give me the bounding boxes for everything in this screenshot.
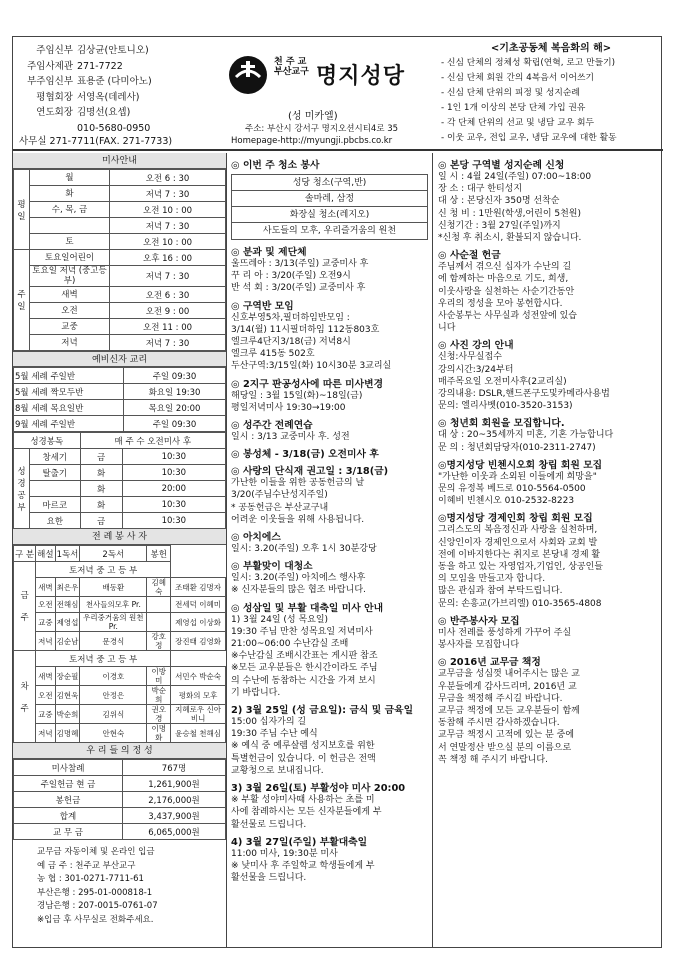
notice-title: ◎ 사랑의 단식재 권고일 : 3/18(금)	[231, 466, 389, 478]
notice-line: 문의: 손흥교(가브리엘) 010-3565-4808	[438, 598, 602, 609]
service-cell: 김현욱	[55, 686, 80, 705]
notice-line: 교무금 책정에 모든 교우분들이 함께	[438, 705, 580, 716]
service-cell: 새벽	[36, 667, 55, 686]
notice-line: 문 의 : 청년회담당자(010-2311-2747)	[438, 442, 596, 453]
service-cell: 교중	[36, 705, 55, 724]
service-cell: 우리중거움의 원천 Pr.	[80, 613, 147, 632]
bible-day: 금	[80, 513, 122, 529]
staff-row	[19, 90, 229, 106]
clean-box	[231, 174, 428, 240]
notice-line: 에 함께하는 마음으로 기도, 희생,	[438, 274, 569, 285]
notice-line: 동참해 주시면 감사하겠습니다.	[438, 718, 560, 729]
notice-section	[438, 510, 658, 609]
notice-line: 해당일 : 3월 15일(화)~18일(금)	[231, 390, 363, 401]
staff-list	[19, 43, 229, 136]
notice-title: ◎ 2016년 교무금 책정	[438, 657, 541, 669]
notice-line: 미사 전례를 풍성하게 가꾸어 주실	[438, 627, 572, 638]
patron: (성 미카엘)	[288, 111, 338, 122]
staff-title: 주임사제관	[27, 60, 73, 72]
notice-line: 문의: 엘리사벳(010-3520-3153)	[438, 401, 573, 412]
bible-day: 금	[80, 449, 122, 465]
finance-value: 1,261,900원	[123, 776, 226, 792]
logo-small: 천 주 교 부산교구	[274, 57, 309, 77]
notice-line: 많은 관심과 참여 부탁드립니다.	[438, 586, 563, 597]
notice-section	[438, 654, 658, 766]
bible-title: 성경봉독	[14, 433, 81, 449]
mass-day: 저녁	[30, 335, 110, 351]
catechism-class: 5월 세례 주일반	[14, 368, 124, 384]
mass-time: 저녁 7 : 30	[110, 266, 226, 287]
bible-table	[13, 432, 226, 529]
bible-time: 10:30	[122, 497, 225, 513]
notice-section	[231, 446, 428, 460]
notice-title: ◎명지성당 경제인회 창립 회원 모집	[438, 513, 593, 525]
service-cell: 새벽	[36, 578, 55, 597]
staff-name: 김명선(요셉)	[77, 107, 131, 118]
catechism-time: 주일 09:30	[124, 416, 226, 432]
service-cell: 김명혜	[55, 724, 80, 743]
notice-line: ※ 신자분들의 많은 협조 바랍니다.	[231, 585, 366, 596]
notice-title: ◎ 부활맞이 대청소	[231, 561, 313, 573]
notice-section	[231, 376, 428, 414]
service-cell	[147, 613, 171, 632]
bible-time: 10:30	[122, 513, 225, 529]
notice-section	[438, 337, 658, 412]
notice-line: 기 바랍니다.	[231, 687, 281, 698]
staff-title: 부주임신부	[27, 76, 73, 87]
service-group: 차 주	[14, 651, 36, 743]
notice-line: 엘크루4단지3/18(금) 저녁8시	[231, 337, 351, 348]
mass-group-label: 평일	[14, 170, 30, 250]
staff-title: 연도회장	[36, 107, 73, 118]
notice-title: ◎ 아치에스	[231, 532, 281, 544]
service-cell	[147, 597, 171, 613]
mass-table	[13, 169, 226, 351]
service-cell: 장순필	[55, 667, 80, 686]
catechism-class: 8월 세례 목요일반	[14, 400, 124, 416]
bank-line: 경남은행 : 207-0015-0761-07	[37, 901, 158, 911]
notice-section	[231, 600, 428, 699]
notice-title: 4) 3월 27일(주일) 부활대축일	[231, 836, 368, 848]
catechism-class: 5월 세례 짝모두반	[14, 384, 124, 400]
finance-label: 교 무 금	[14, 824, 123, 840]
theme-item: - 이웃 교우, 전입 교우, 냉담 교우에 대한 활동	[441, 133, 617, 143]
notice-line: 교황청으로 보내집니다.	[231, 765, 324, 776]
logo	[228, 55, 443, 97]
service-cell: 전해심	[55, 597, 80, 613]
catechism-time: 화요일 19:30	[124, 384, 226, 400]
notice-line: 그리스도의 복음정신과 사랑을 실천하며,	[438, 525, 598, 536]
finance-value: 2,176,000원	[123, 792, 226, 808]
finance-value: 767명	[123, 760, 226, 776]
bible-day: 화	[80, 465, 122, 481]
mass-time: 오전 6 : 30	[110, 287, 226, 303]
mass-time: 오전 10 : 00	[110, 234, 226, 250]
address: 주소: 부산시 강서구 명지오션시티4로 35 Homepage-http://myungji.pbcbs.co.kr	[231, 124, 399, 146]
notice-line: 우리의 정성을 모아 봉헌합시다.	[438, 298, 563, 309]
notice-line: 서 연말정산 받으실 분의 이름으로	[438, 742, 572, 753]
notice-section	[438, 457, 658, 508]
middle-column	[227, 153, 433, 947]
staff-row	[19, 74, 229, 90]
notice-title: ◎명지성당 빈첸시오회 창립 회원 모집	[438, 459, 603, 471]
service-cell: 오전	[36, 686, 55, 705]
notice-line: 특별헌금이 있습니다. 이 헌금은 전액	[231, 753, 376, 764]
notice-line: 교무금을 성심껏 내어주시는 많은 교	[438, 669, 580, 680]
notice-line: ※수난감실 조배시간표는 게시판 참조	[231, 651, 378, 662]
notice-line: 문의 유정복 베드로 010-5564-0500	[438, 484, 586, 495]
clean-title: ◎ 이번 주 청소 봉사	[231, 160, 320, 171]
notice-line: 신호부영5차,필더하임반모임 :	[231, 312, 350, 323]
notice-line: 3/20(주님수난성지주일)	[231, 490, 328, 501]
staff-row	[19, 105, 229, 121]
mass-time: 저녁 7 : 30	[110, 186, 226, 202]
bible-side: 성경공부	[14, 449, 30, 529]
notice-line: 니다	[438, 323, 456, 334]
staff-name: 010-5680-0950	[77, 122, 151, 134]
theme-item: - 신심 단체 회원 간의 4복음서 이어쓰기	[441, 73, 595, 83]
mass-day: 오전	[30, 303, 110, 319]
staff-name: 271-7722	[77, 60, 123, 72]
staff-name: 서영옥(데레사)	[77, 91, 140, 103]
catechism-class: 9월 세례 주일반	[14, 416, 124, 432]
notice-line: 엘크루 415동 502호	[231, 349, 315, 360]
notice-line: "가난한 이웃과 소외된 이들에게 희망을"	[438, 471, 597, 482]
mass-time: 오전 11 : 00	[110, 319, 226, 335]
notice-section	[231, 780, 428, 831]
notice-line: 의 모임을 만들고자 합니다.	[438, 574, 546, 585]
mass-day: 교중	[30, 319, 110, 335]
bank-line: 교무금 자동이체 및 온라인 입금	[37, 847, 155, 857]
service-cell: 지혜로우 신아비니	[171, 705, 226, 724]
mass-day: 화	[30, 186, 110, 202]
notice-title: ◎ 성삼일 및 부활 대축일 미사 안내	[231, 602, 384, 614]
notice-line: ※ 부활 성야미사때 사용하는 초를 미	[231, 795, 375, 806]
service-title: 전 례 봉 사 자	[13, 529, 226, 545]
finance-label: 합계	[14, 808, 123, 824]
notice-title: 3) 3월 26일(토) 부활성야 미사 20:00	[231, 783, 406, 795]
mass-time: 오전 6 : 30	[110, 170, 226, 186]
service-cell: 강호정	[147, 632, 171, 651]
notice-title: ◎ 봉성체 - 3/18(금) 오전미사 후	[231, 449, 379, 461]
notice-line: 동을 하고 있는 자영업자,기업인, 상공인들	[438, 562, 603, 573]
service-cell: 안현숙	[80, 724, 147, 743]
notice-title: ◎ 사진 강의 안내	[438, 340, 514, 352]
mass-time: 오후 16 : 00	[110, 250, 226, 266]
notice-section	[231, 702, 428, 777]
notice-section	[438, 613, 658, 651]
notice-line: 신 청 비 : 1만원(학생,어린이 5천원)	[438, 208, 582, 219]
bank-line: 부산은행 : 295-01-000818-1	[37, 887, 153, 898]
notice-line: 무금을 책정해 주시길 바랍니다.	[438, 693, 563, 704]
church-logo-icon	[228, 55, 268, 95]
bible-subtitle: 매 주 수 오전미사 후	[80, 433, 225, 449]
service-cell: 박순희	[55, 705, 80, 724]
notice-line: 이웃사랑을 실천하는 사순기간동안	[438, 286, 575, 297]
bible-book: 창세기	[30, 449, 81, 465]
service-cell: 장진태 김영화	[171, 632, 226, 651]
bible-time: 10:30	[122, 465, 225, 481]
left-column	[13, 153, 227, 947]
notice-line: 주님께서 겪으신 십자가 수난의 길	[438, 262, 572, 273]
header	[13, 37, 663, 151]
mass-group-label: 주일	[14, 250, 30, 351]
notice-title: ◎ 사순절 헌금	[438, 250, 501, 262]
service-cell: 김혜숙	[147, 578, 171, 597]
notice-title: ◎ 성주간 전례연습	[231, 420, 313, 432]
bible-time: 10:30	[122, 449, 225, 465]
mass-time: 오전 10 : 00	[110, 202, 226, 218]
right-column	[433, 153, 663, 947]
notice-line: ※ 낮미사 후 주일학교 학생들에게 부	[231, 860, 375, 871]
mass-day	[30, 218, 110, 234]
mass-day: 토	[30, 234, 110, 250]
bank-line: 농 협 : 301-0271-7711-61	[37, 874, 144, 884]
service-cell: 권오경	[147, 705, 171, 724]
mass-day: 토요일 저녁 (중고등부)	[30, 266, 110, 287]
notice-line: 1) 3월 24일 (성 목요일)	[231, 614, 329, 625]
catechism-title: 예비신자 교리	[13, 351, 226, 367]
bulletin-page	[12, 36, 662, 948]
clean-item: 솔마레, 삼정	[232, 191, 427, 207]
notice-line: 봉사자를 모집합니다	[438, 640, 520, 651]
finance-label: 미사참례	[14, 760, 123, 776]
notice-title: ◎ 본당 구역별 성지순례 신청	[438, 160, 565, 171]
theme-item: - 신심 단체 단위의 피정 및 성지순례	[441, 88, 580, 98]
notice-section	[231, 417, 428, 443]
staff-name: 김상균(안토니오)	[77, 45, 149, 56]
staff-name: 표용준 (다미아노)	[77, 76, 152, 87]
service-cell: 제영섭	[55, 613, 80, 632]
notice-line: 신청기간 : 3월 27일(주일)까지	[438, 220, 561, 231]
notice-line: *신청 후 취소시, 환불되지 않습니다.	[438, 233, 582, 244]
service-head: 봉헌	[147, 546, 171, 562]
notice-title: 2) 3월 25일 (성 금요일): 금식 및 금육일	[231, 705, 414, 717]
service-head: 구 분	[14, 546, 36, 562]
bible-book: 요한	[30, 513, 81, 529]
finance-title: 우 리 들 의 정 성	[13, 743, 226, 759]
mass-time: 저녁 7 : 30	[110, 335, 226, 351]
notice-line: 21:00~06:00 수난감실 조배	[231, 639, 349, 650]
service-cell: 서민수 박순숙	[171, 667, 226, 686]
notice-line: 전에 이바지한다는 취지로 본당내 경제 활	[438, 549, 601, 560]
notice-line: ※모든 교우분들은 한시간이라도 주님	[231, 663, 378, 674]
bank-info	[13, 840, 226, 927]
notice-title: ◎ 분과 및 제단체	[231, 247, 307, 258]
notice-line: 우분들에게 감사드리며, 2016년 교	[438, 681, 577, 692]
mass-title: 미사안내	[13, 153, 226, 169]
bank-line: ※입금 후 사무실로 전화주세요.	[37, 914, 154, 925]
notice-section	[231, 834, 428, 885]
notice-line: 강의내용: DSLR,핸드폰구도및카메라사용법	[438, 389, 610, 400]
service-cell: 문경식	[80, 632, 147, 651]
notice-line: 일시: 3.20(주일) 아치에스 행사후	[231, 573, 366, 584]
finance-table	[13, 759, 226, 840]
theme-box: <기초공동체 복음화의 해> - 신심 단체의 정체성 확립(연혁, 로고 만들기) - 신심 단체 회원 간의 4복음서 이어쓰기 - 신심 단체 단위의 피정 및 성지순례 - 1인 1개 이상의 본당 단체 가입 권유 - 각 단체 단위의 선교 및 냉담 교우 회두 - 이웃 교우, 전입 교우, 냉담 교우에 대한 활동	[441, 41, 661, 146]
service-head: 해설	[36, 546, 55, 562]
service-cell: 저녁	[36, 632, 55, 651]
service-cell: 김위식	[80, 705, 147, 724]
notice-line: 사순봉투는 사무실과 성전앞에 있습	[438, 311, 577, 322]
parish-name: 명지성당	[316, 64, 406, 89]
bible-day: 화	[80, 481, 122, 497]
notice-line: 장 소 : 대구 한티성지	[438, 184, 523, 195]
catechism-table	[13, 367, 226, 432]
notice-line: 19:30 주님 수난 예식	[231, 729, 318, 740]
notice-line: 일시 : 3/13 교중미사 후. 성전	[231, 432, 350, 443]
notice-title: ◎ 구역반 모임	[231, 300, 294, 312]
notice-line: 어려운 이웃들을 위해 사용됩니다.	[231, 514, 365, 525]
notice-line: 꾸 리 아 : 3/20(주일) 오전9시	[231, 271, 351, 282]
notice-line: 꼭 책정 해 주시기 바랍니다.	[438, 754, 548, 765]
notice-section	[438, 415, 658, 453]
bible-day: 화	[80, 497, 122, 513]
notice-section	[231, 558, 428, 596]
service-cell: 교중	[36, 613, 55, 632]
staff-title: 평협회장	[36, 91, 73, 103]
notice-line: 19:30 주님 만찬 성목요일 저녁미사	[231, 626, 373, 637]
notice-line: 15:00 십자가의 길	[231, 717, 307, 728]
service-head: 1독서	[55, 546, 80, 562]
notice-line: 울뜨레아 : 3/13(주일) 교중미사 후	[231, 259, 369, 269]
service-cell: 김순남	[55, 632, 80, 651]
homepage-link[interactable]: Homepage-http://myungji.pbcbs.co.kr	[231, 136, 393, 146]
notice-line: 일시: 3.20(주일) 오후 1시 30분강당	[231, 544, 377, 555]
service-cell: 평화의 모후	[171, 686, 226, 705]
notice-line: 가난한 이들을 위한 공동헌금의 날	[231, 478, 365, 489]
notice-line: 11:00 미사, 19:30분 미사	[231, 848, 338, 859]
service-cell: 전세덕 이혜미	[171, 597, 226, 613]
finance-label: 봉헌금	[14, 792, 123, 808]
clean-item: 성당 청소(구역,반)	[232, 175, 427, 191]
theme-item: - 신심 단체의 정체성 확립(연혁, 로고 만들기)	[441, 58, 616, 68]
service-cell: 저녁	[36, 724, 55, 743]
notice-line: 강의시간:3/24부터	[438, 364, 514, 375]
service-cell: 박순희	[147, 686, 171, 705]
mass-day: 수, 목, 금	[30, 202, 110, 218]
staff-row	[19, 59, 229, 75]
notice-line: 반 석 회 : 3/20(주일) 교중미사 후	[231, 283, 366, 294]
notice-line: 교무금 책정시 고적에 있는 분 중에	[438, 730, 575, 741]
notice-line: 평일저녁미사 19:30→19:00	[231, 402, 346, 413]
bible-book: 마르코	[30, 497, 81, 513]
mass-day: 새벽	[30, 287, 110, 303]
notice-line: ※ 예식 중 예루살렘 성지보호를 위한	[231, 741, 375, 752]
service-cell: 배동환	[80, 578, 147, 597]
catechism-time: 목요일 20:00	[124, 400, 226, 416]
notice-section	[231, 529, 428, 555]
mass-time: 오전 9 : 00	[110, 303, 226, 319]
staff-title: 주임신부	[36, 45, 73, 56]
service-cell: 제영섭 이상화	[171, 613, 226, 632]
notice-title: ◎ 2지구 판공성사에 따른 미사변경	[231, 378, 384, 390]
clean-item: 사도들의 모후, 우리즐거움의 원천	[262, 226, 397, 236]
service-cell: 윤승철 천해심	[171, 724, 226, 743]
office-phone: 사무실 271-7711(FAX. 271-7733)	[19, 136, 173, 147]
notice-line: 매주목요일 오전미사후(2교리실)	[438, 376, 567, 387]
notice-title: ◎ 청년회 회원을 모집합니다.	[438, 418, 565, 430]
service-cell: 오전	[36, 597, 55, 613]
mass-day: 토요일어린이	[30, 250, 110, 266]
service-cell: 이명화	[147, 724, 171, 743]
theme-item: - 각 단체 단위의 선교 및 냉담 교우 회두	[441, 118, 595, 128]
clean-item: 화장실 청소(레지오)	[232, 207, 427, 223]
service-sub: 토저녁 중 고 등 부	[36, 562, 171, 578]
notice-line: 활선물로 드립니다.	[231, 819, 307, 830]
notice-line: 일 시 : 4월 24일(주일) 07:00~18:00	[438, 172, 592, 182]
notice-title: ◎ 반주봉사자 모집	[438, 615, 520, 627]
service-group: 금 주	[14, 562, 36, 651]
finance-label: 주일헌금 현 금	[14, 776, 123, 792]
finance-value: 3,437,900원	[123, 808, 226, 824]
service-head: 2독서	[80, 546, 147, 562]
notice-line: 두산구역:3/15일(화) 10시30분 3교리실	[231, 361, 392, 372]
service-cell: 이방미	[147, 667, 171, 686]
service-table	[13, 545, 226, 743]
bible-book	[30, 481, 81, 497]
service-cell: 조태환 김명자	[171, 578, 226, 597]
mass-day: 월	[30, 170, 110, 186]
notice-section	[231, 463, 428, 526]
finance-value: 6,065,000원	[123, 824, 226, 840]
service-cell: 안정은	[80, 686, 147, 705]
service-cell: 천사들의모후 Pr.	[80, 597, 147, 613]
bible-book: 탈출기	[30, 465, 81, 481]
service-sub: 토저녁 중 고 등 부	[36, 651, 171, 667]
notice-section	[231, 244, 428, 295]
notice-line: 3/14(월) 11시필더하임 112동803호	[231, 324, 380, 335]
catechism-time: 주일 09:30	[124, 368, 226, 384]
notice-line: 사에 참례하시는 모든 신자분들에게 부	[231, 807, 382, 818]
notice-line: 의 수난에 동참하는 시간을 가져 보시	[231, 675, 376, 686]
notice-section	[231, 298, 428, 373]
staff-row	[19, 43, 229, 59]
notice-line: 이혜비 빈첸시오 010-2532-8223	[438, 496, 575, 507]
notice-line: 신청:사무실접수	[438, 352, 502, 363]
bank-line: 예 금 주 : 천주교 부산교구	[37, 860, 136, 871]
bible-time: 20:00	[122, 481, 225, 497]
service-cell: 최은우	[55, 578, 80, 597]
notice-section	[438, 157, 658, 244]
notice-line: 활선물을 드립니다.	[231, 873, 307, 884]
notice-line: * 공동헌금은 부산교구내	[231, 502, 329, 513]
mass-time: 저녁 7 : 30	[110, 218, 226, 234]
notice-line: 대 상 : 20~35세까지 미혼, 기혼 가능합니다	[438, 430, 614, 441]
notice-section	[438, 247, 658, 334]
service-cell: 이경호	[80, 667, 147, 686]
notice-line: 대 상 : 본당신자 350명 선착순	[438, 196, 560, 207]
notice-line: 신앙인이자 경제인으로서 사회와 교회 발	[438, 537, 598, 548]
theme-item: - 1인 1개 이상의 본당 단체 가입 권유	[441, 103, 586, 113]
